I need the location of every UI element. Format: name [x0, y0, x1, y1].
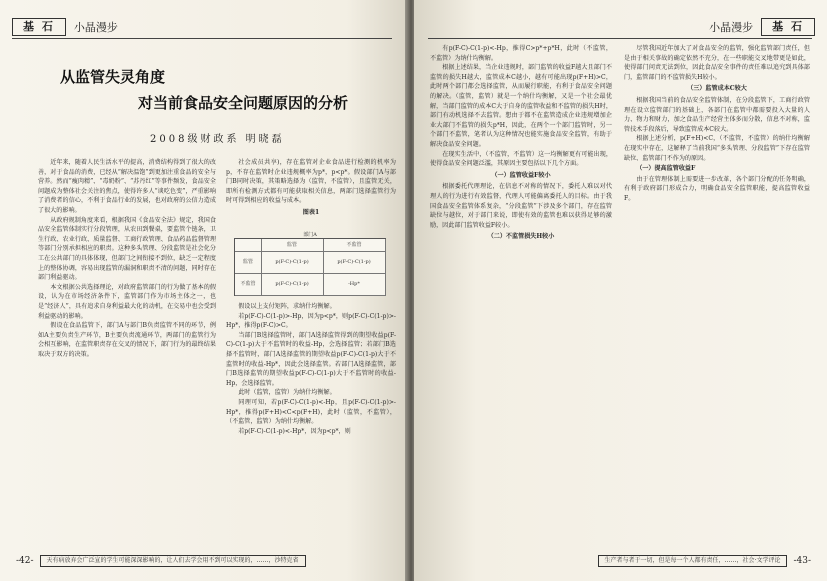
table-header-cell: 监管 — [261, 239, 324, 252]
footer-quote: 天有病放弃会广泛宣的学生可能深深影响的，让人们去学会用不到可以实现的，……，沙特克省 — [40, 555, 306, 567]
article-title-line2: 对当前食品安全问题原因的分析 — [138, 94, 349, 112]
paragraph: 从政府规制角度来看，根据我国《食品安全法》规定，我国食品安全监管体制实行分段管理，从农田到餐桌，要监管个链条，卫生行政、农业行政、质量监督、工商行政管理、食品药品监督管理等部门分别承担相应的职责。这种多头管理、分段监管是社会化分工在公共部门的具体体现，但部门之间衔接不到位，缺乏一定程度上的整体协调，容易出现监管的漏洞和职责不清的问题，同时存在部门利益驱动。 — [38, 216, 216, 282]
header-box-label: 基 石 — [12, 18, 66, 36]
paragraph: 若p(F-C)-C(1-p)<-Hp*，因为p<p*，则 — [238, 427, 351, 435]
table-row-header: 不监管 — [235, 273, 262, 296]
page-number: -42- — [16, 556, 34, 566]
header-section-label: 小晶漫步 — [73, 21, 118, 34]
paragraph: 根据委托代理理论，在信息不对称的情况下，委托人难以对代理人的行为进行有效监督，代理人可能偏离委托人的目标。由于我国食品安全监管体系复杂，“分段监管”下涉及多个部门，存在监管缺位与越位，对于部门来说，即使有效的监管也难以获得足够的激励，因此部门监管收益F较小。 — [430, 183, 612, 229]
header-section-label: 小晶漫步 — [709, 21, 754, 34]
paragraph: 社会成员共享)，存在监管对企业食品进行检测的机率为p，不存在监管时企业违规概率为p*，p<p*。假设部门A与部门B同时决策，其策略选择为（监管，不监管），且监管无关，即所有检测方式都有可能获取相关信息，两部门选择监管行为时可得到相应的收益与成本。 — [226, 159, 396, 205]
left-footer — [10, 555, 306, 567]
left-header — [12, 18, 126, 36]
header-box-label: 基 石 — [761, 18, 815, 36]
table-header-cell: 不监管 — [323, 239, 386, 252]
paragraph: 假设在食品监管下，部门A与部门B负责监管不同的环节，例如A主要负责生产环节，B主要负责流通环节，两部门的监管行为会相互影响，在监管职责存在交叉的情况下，部门行为的最终结果取决于双方的决策。 — [38, 322, 216, 358]
header-rule — [428, 38, 812, 39]
table-cell: -Hp* — [323, 273, 386, 296]
paragraph: 在现实生活中，（不监管，不监管）这一均衡解更有可能出现，使得食品安全问题泛滥，其原因主要包括以下几个方面。 — [430, 150, 612, 168]
left-column-1 — [38, 158, 216, 359]
paragraph: 本文根据公共选择理论，对政府监管部门的行为做了基本的假设，认为在市场经济条件下，监管部门作为市场主体之一，也是“经济人”，具有追求自身利益最大化的动机，在交易中也会受到利益驱动的影响。 — [38, 283, 216, 320]
footer-quote: 生产者与者于一切，但是每一个人都有责任，……，社会·文学评论 — [598, 555, 788, 567]
table-caption: 部门A — [303, 232, 317, 238]
paragraph: 根据我国当前的食品安全监管体制，在分段监管下，工商行政管理在设立监管部门的基础上，各部门在监管中都需要投入大量的人力、物力和财力，加之食品生产经营主体多而分散，信息不对称，监管技术手段落后，导致监管成本C较大。 — [624, 96, 810, 133]
paragraph: 假设以上支付矩阵，求纳什均衡解。 — [238, 303, 336, 310]
right-column-2 — [624, 44, 810, 204]
table-cell: p(F-C)-C(1-p) — [261, 273, 324, 296]
payoff-table — [234, 232, 386, 296]
right-page — [414, 0, 827, 581]
paragraph: 同理可知，若p(F-C)-C(1-p)<-Hp，且p(F-C)-C(1-p)>-Hp*，推得p(F+H)<C<p(F+H)，此时（监管，不监管），（不监管，监管）为纳什均衡解。 — [226, 398, 396, 426]
left-column-2 — [226, 158, 396, 220]
paragraph: 由于在管理体制上需要进一步改革，各个部门分配的任务明确，有利于政府部门形成合力，明确食品安全监管职能，提高监管收益F。 — [624, 175, 810, 202]
paragraph: 当部门B选择监管时，部门A选择监管得到的期望收益p(F-C)-C(1-p)大于不监管时的收益-Hp，会选择监管；若部门B选择不监管时，部门A选择监管的期望收益p(F-C)-C(1-p)大于不监管时的收益-Hp*，因此会选择监管。若部门A选择监管，部门B选择监管的期望收益p(F-C)-C(1-p)大于不监管时的收益-Hp，会选择监管。 — [226, 331, 396, 387]
paragraph: 此时（监管，监管）为纳什均衡解。 — [238, 389, 336, 397]
paragraph: 若p(F-C)-C(1-p)>-Hp，因为p<p*，则p(F-C)-C(1-p)>-Hp*，推得p(F-C)>C。 — [226, 312, 396, 330]
subheading: （一）提高监管收益F — [636, 165, 696, 173]
table-row-header: 监管 — [235, 251, 262, 274]
figure-label: 图表1 — [302, 208, 320, 216]
right-footer — [598, 555, 817, 567]
author-line: 2008级财政系 明晓磊 — [150, 134, 285, 145]
paragraph: 根据上述分析，p(F+H)<C，（不监管，不监管）的纳什均衡解在现实中存在，这解释了当前我国“多头管理、分段监管”下存在监管缺位、监管部门不作为的原因。 — [624, 135, 810, 162]
right-column-1 — [430, 44, 612, 244]
table-cell: p(F-C)-C(1-p) — [323, 251, 386, 274]
left-column-2b — [226, 302, 396, 436]
table-cell: p(F-C)-C(1-p) — [261, 251, 324, 274]
right-header — [701, 18, 815, 36]
paragraph: 根据上述结果，当企业违规时，部门监管的收益F越大且部门不监管的损失H越大，监管成本C越小，越有可能出现p(F+H)>C，此时两个部门都会选择监管，从而履行职能，有利于食品安全问题的解决。（监管，监管）就是一个纳什均衡解，又是一个社会最优解，当部门监管的成本C大于自身的监管收益和不监管的损失H时，部门有动机选择不去监管。想由于都不在监管造成企业违规增加企业大部门不监管的损失p*H，因此，在两个一个部门监管时，另一个部门不监管，笔者认为这种情况也能实施食品安全监管，有助于解决食品安全问题。 — [430, 64, 612, 148]
article-title-line1: 从监管失灵角度 — [60, 68, 166, 86]
left-page — [0, 0, 408, 581]
subheading: （二）不监管损失H较小 — [487, 233, 555, 241]
subheading: （一）监管收益F较小 — [491, 171, 551, 179]
paragraph: 有p(F-C)-C(1-p)<-Hp，推得C>p*+p*H，此时（不监管，不监管）为纳什均衡解。 — [430, 45, 612, 62]
subheading: （三）监管成本C较大 — [687, 85, 747, 93]
header-rule — [12, 38, 392, 39]
paragraph: 近年来，随着人民生活水平的提高，消费结构得到了很大的改善，对于食品的消费，已经从“解决温饱”到更加注重食品的安全与营养。然而“瘦肉精”、“毒奶粉”、“苏丹红”等事件频发，食品安全问题成为整体社会关注的焦点，使得许多人“谈吃色变”，严重影响了消费者的信心，不利于食品行业的发展，也对政府的公信力造成了很大的影响。 — [38, 159, 216, 214]
paragraph: 尽管我国近年加大了对食品安全的监管，强化监管部门责任，但是由于相关事故的确定依然不充分，在一些职能交叉地带更是如此，使得部门问责无法到位，因此食品安全事件的责任难以追究到具体部门，监管部门的不监管损失H较小。 — [624, 45, 810, 81]
page-number: -43- — [793, 556, 811, 566]
